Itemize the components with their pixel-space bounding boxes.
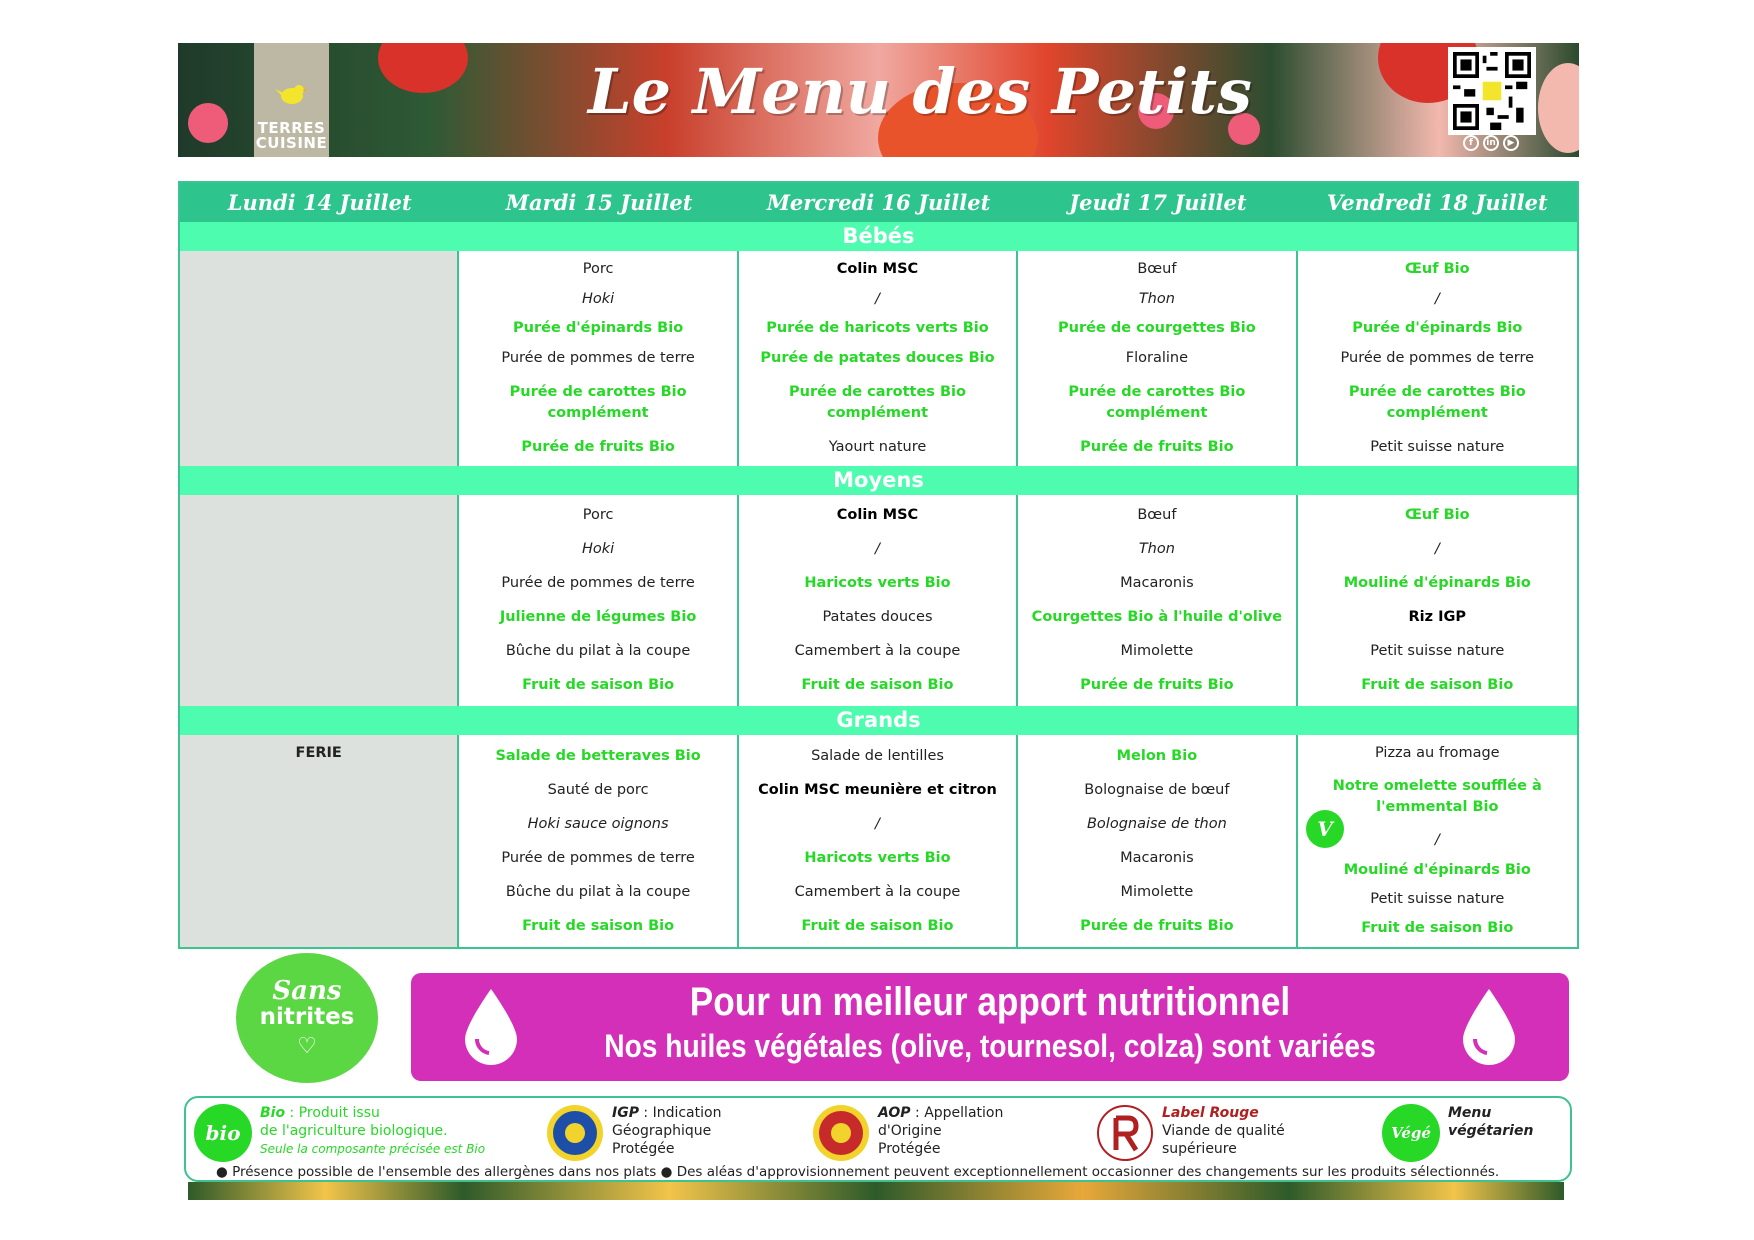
menu-item: Purée de fruits Bio (1080, 438, 1234, 455)
label-rouge-head: Label Rouge (1162, 1105, 1259, 1121)
menu-item: Petit suisse nature (1370, 642, 1505, 659)
menu-item: Purée de pommes de terre (501, 849, 695, 866)
menu-item: Purée de carottes Bio complément (1348, 383, 1526, 421)
legend-label-rouge (1096, 1104, 1285, 1162)
menu-item: Floraline (1125, 350, 1189, 367)
nutrition-line2: Nos huiles végétales (olive, tournesol, colza) sont variées (604, 1028, 1376, 1064)
menu-item: Porc (582, 261, 614, 278)
allergen-footnote: ● Présence possible de l'ensemble des allergènes dans nos plats ● Des aléas d'approvisionnement peuvent exceptionnellement occasionner des changements sur les produits sélectionnés. (216, 1164, 1500, 1180)
menu-item: Petit suisse nature (1370, 438, 1505, 455)
menu-item: / (1434, 541, 1440, 558)
aop-head: AOP (878, 1105, 911, 1121)
oil-drop-icon (1457, 987, 1521, 1067)
aop-seal-icon (812, 1104, 870, 1162)
bio-head: Bio (260, 1105, 286, 1121)
menu-item: Yaourt nature (828, 438, 927, 455)
bird-icon (275, 81, 309, 107)
menu-item: Colin MSC meunière et citron (758, 781, 997, 798)
menu-item: Bolognaise de bœuf (1084, 781, 1230, 798)
menu-item: Hoki (581, 541, 615, 558)
menu-item: / (1434, 832, 1440, 849)
label-rouge-line2: Viande de qualité (1162, 1123, 1285, 1139)
tomato-decoration (378, 43, 468, 93)
label-rouge-icon (1096, 1104, 1154, 1162)
menu-item: Colin MSC (836, 261, 919, 278)
menu-item: Fruit de saison Bio (1361, 676, 1514, 693)
menu-item: Œuf Bio (1404, 507, 1470, 524)
menu-item: Hoki sauce oignons (527, 815, 669, 832)
menu-item: Macaronis (1120, 575, 1194, 592)
heart-icon: ♡ (297, 1033, 317, 1059)
legend-vegetarien (1382, 1104, 1533, 1162)
day-friday: Vendredi 18 Juillet (1326, 190, 1548, 215)
menu-item: Purée de fruits Bio (1080, 676, 1234, 693)
terres-de-cuisine-logo (254, 43, 329, 157)
menu-item: Macaronis (1120, 849, 1194, 866)
day-monday: Lundi 14 Juillet (227, 190, 412, 215)
section-grands (180, 735, 1577, 947)
vegetarian-badge-icon: V (1306, 810, 1344, 848)
menu-column-moyens-0 (180, 495, 459, 706)
ferie-label: FERIE (295, 745, 342, 761)
aop-line1: : Appellation (910, 1105, 1004, 1121)
leaf-decoration (1538, 63, 1579, 153)
day-wednesday: Mercredi 16 Juillet (766, 190, 991, 215)
decorative-strip (188, 1182, 1564, 1200)
menu-item: / (875, 815, 880, 832)
bio-line2: de l'agriculture biologique. (260, 1123, 448, 1139)
vege-logo-icon: Végé (1382, 1104, 1440, 1162)
legend (184, 1096, 1572, 1182)
social-links (1463, 135, 1519, 151)
menu-item: Bœuf (1137, 261, 1177, 278)
menu-column-moyens-4 (1298, 495, 1577, 706)
menu-item: Thon (1138, 290, 1175, 307)
menu-item: Purée de pommes de terre (501, 575, 695, 592)
bio-line3: Seule la composante précisée est Bio (260, 1142, 486, 1156)
facebook-icon[interactable]: f (1463, 135, 1479, 151)
menu-item: Courgettes Bio à l'huile d'olive (1031, 608, 1283, 625)
menu-item: Mimolette (1120, 883, 1194, 900)
nutrition-banner (411, 973, 1569, 1081)
label-rouge-line3: supérieure (1162, 1141, 1237, 1157)
menu-column-moyens-2 (739, 495, 1018, 706)
menu-item: Patates douces (822, 608, 933, 625)
section-bebes-title: Bébés (180, 222, 1577, 251)
bio-logo-icon: bio (194, 1104, 252, 1162)
menu-column-moyens-3 (1018, 495, 1297, 706)
menu-item: Haricots verts Bio (804, 849, 951, 866)
nitrites-line1: Sans (272, 975, 342, 1006)
nitrites-line2: nitrites (259, 1003, 355, 1030)
qr-code[interactable] (1448, 47, 1536, 135)
qr-code-icon (1453, 52, 1531, 130)
menu-item: Julienne de légumes Bio (499, 608, 697, 625)
igp-head: IGP (612, 1105, 639, 1121)
menu-item: Œuf Bio (1404, 261, 1470, 278)
section-grands-title: Grands (180, 706, 1577, 735)
header-banner (178, 43, 1579, 157)
legend-aop (812, 1104, 1003, 1162)
menu-column-bebes-1 (459, 251, 738, 466)
menu-item: Fruit de saison Bio (801, 917, 954, 934)
menu-item: Purée d'épinards Bio (513, 320, 684, 337)
legend-igp (546, 1104, 721, 1162)
igp-line3: Protégée (612, 1141, 675, 1157)
menu-item: Fruit de saison Bio (801, 676, 954, 693)
menu-item: Hoki (581, 290, 615, 307)
menu-item: Bœuf (1137, 507, 1177, 524)
veg-line2: végétarien (1448, 1123, 1534, 1139)
igp-seal-icon (546, 1104, 604, 1162)
menu-item: Notre omelette soufflée à l'emmental Bio (1332, 778, 1542, 816)
menu-item: Mimolette (1120, 642, 1194, 659)
menu-item: / (875, 541, 880, 558)
menu-column-grands-3 (1018, 735, 1297, 947)
menu-item: Camembert à la coupe (794, 883, 961, 900)
menu-column-bebes-4 (1298, 251, 1577, 466)
day-tuesday: Mardi 15 Juillet (505, 190, 693, 215)
menu-column-bebes-3 (1018, 251, 1297, 466)
nutrition-line1: Pour un meilleur apport nutritionnel (689, 980, 1291, 1024)
menu-item: Pizza au fromage (1374, 745, 1500, 762)
aop-line2: d'Origine (878, 1123, 942, 1139)
menu-item: Colin MSC (836, 507, 919, 524)
logo-line2: CUISINE (255, 134, 328, 152)
menu-column-moyens-1 (459, 495, 738, 706)
igp-line1: : Indication (638, 1105, 722, 1121)
menu-item: Petit suisse nature (1370, 890, 1505, 907)
menu-column-bebes-0 (180, 251, 459, 466)
menu-item: Purée de pommes de terre (1340, 350, 1535, 367)
bio-line1: : Produit issu (285, 1105, 380, 1121)
sans-nitrites-badge (236, 953, 378, 1083)
page-title: Le Menu des Petits (588, 55, 1252, 128)
section-bebes (180, 251, 1577, 466)
day-thursday: Jeudi 17 Juillet (1069, 190, 1247, 215)
menu-item: Fruit de saison Bio (522, 676, 675, 693)
menu-item: Porc (582, 507, 614, 524)
menu-column-grands-1 (459, 735, 738, 947)
menu-item: / (875, 290, 880, 307)
menu-item: Purée de courgettes Bio (1058, 320, 1256, 337)
menu-item: Purée de fruits Bio (1080, 917, 1234, 934)
section-moyens (180, 495, 1577, 706)
menu-item: Riz IGP (1408, 608, 1467, 625)
section-moyens-title: Moyens (180, 466, 1577, 495)
menu-item: / (1434, 290, 1440, 307)
menu-table (178, 181, 1579, 949)
menu-item: Purée de pommes de terre (501, 350, 695, 367)
menu-item: Thon (1138, 541, 1175, 558)
menu-item: Melon Bio (1116, 747, 1198, 764)
radish-decoration (188, 103, 228, 143)
menu-column-grands-2 (739, 735, 1018, 947)
menu-item: Purée d'épinards Bio (1352, 320, 1523, 337)
menu-item: Mouliné d'épinards Bio (1343, 575, 1531, 592)
menu-item: Purée de patates douces Bio (760, 350, 995, 367)
days-header (180, 183, 1577, 222)
menu-item: Purée de carottes Bio complément (1068, 383, 1246, 421)
linkedin-icon[interactable]: in (1483, 135, 1499, 151)
menu-item: Salade de betteraves Bio (495, 747, 701, 764)
menu-item: Fruit de saison Bio (522, 917, 675, 934)
menu-column-bebes-2 (739, 251, 1018, 466)
igp-line2: Géographique (612, 1123, 712, 1139)
menu-item: Bûche du pilat à la coupe (505, 642, 691, 659)
menu-item: Purée de fruits Bio (521, 438, 675, 455)
menu-item: Sauté de porc (547, 781, 649, 798)
youtube-icon[interactable]: ▶ (1503, 135, 1519, 151)
menu-item: Purée de haricots verts Bio (766, 320, 989, 337)
menu-item: Bûche du pilat à la coupe (505, 883, 691, 900)
veg-line1: Menu (1448, 1105, 1492, 1121)
logo-line1: TERRES (257, 119, 326, 137)
menu-column-grands-0 (180, 735, 459, 947)
menu-item: Mouliné d'épinards Bio (1343, 861, 1531, 878)
menu-item: Fruit de saison Bio (1361, 919, 1514, 936)
menu-item: Haricots verts Bio (804, 575, 951, 592)
menu-item: Salade de lentilles (811, 747, 944, 764)
menu-item: Bolognaise de thon (1086, 815, 1227, 832)
aop-line3: Protégée (878, 1141, 941, 1157)
menu-item: Purée de carottes Bio complément (509, 383, 687, 421)
menu-item: Camembert à la coupe (794, 642, 961, 659)
legend-bio (194, 1104, 485, 1162)
menu-item: Purée de carottes Bio complément (789, 383, 966, 421)
